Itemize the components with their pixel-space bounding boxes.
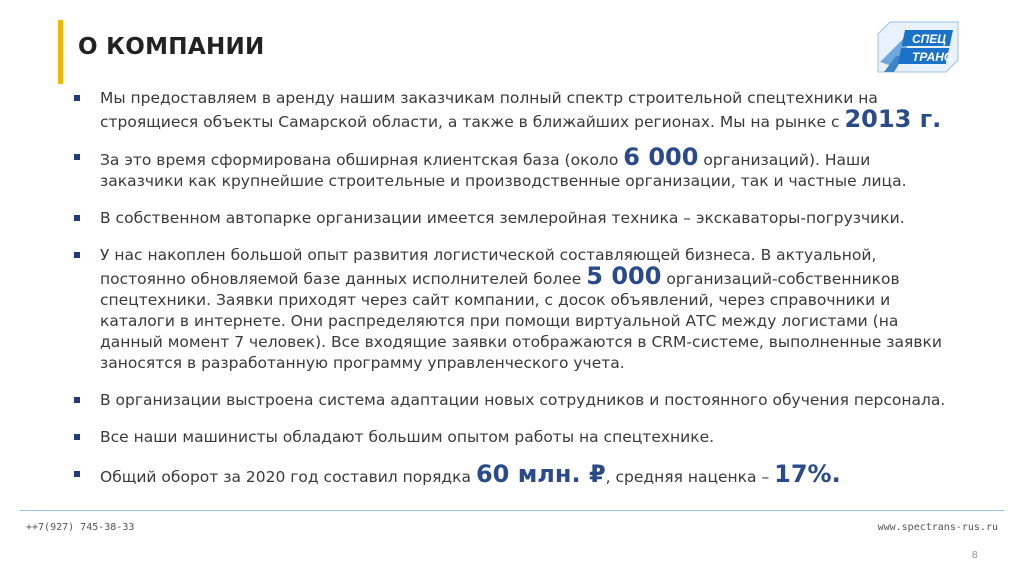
highlight-year: 2013 г. xyxy=(844,105,942,133)
logo-text-top: СПЕЦ xyxy=(912,32,947,46)
bullet-item xyxy=(70,245,950,374)
bullet-marker xyxy=(74,397,80,403)
footer-phone: ++7(927) 745-38-33 xyxy=(26,522,135,533)
highlight-turnover: 60 млн. ₽ xyxy=(475,460,606,488)
bullet-list xyxy=(70,88,950,488)
page-title: О КОМПАНИИ xyxy=(78,34,265,60)
bullet-item xyxy=(70,143,950,192)
bullet-item xyxy=(70,208,950,229)
highlight-partners: 5 000 xyxy=(586,262,662,290)
bullet-item xyxy=(70,427,950,448)
bullet-text: организаций-собственников спецтехники. Заявки приходят через сайт компании, с досок объявлений, через справочники и каталоги в интернете. Они распределяются при помощи виртуальной АТС между логистами (на данный момент 7 человек). Все входящие заявки отображаются в CRM-системе, выполненные заявки заносятся в разработанную программу управленческого учета. xyxy=(100,270,942,372)
title-accent-bar xyxy=(58,20,63,84)
footer-divider xyxy=(20,510,1004,511)
bullet-text: организаций). Наши заказчики как крупнейшие строительные и производственные организации, так и частные лица. xyxy=(100,151,907,190)
bullet-text: , средняя наценка – xyxy=(605,468,775,486)
bullet-text: Общий оборот за 2020 год составил порядка xyxy=(100,468,476,486)
bullet-marker xyxy=(74,215,80,221)
bullet-marker xyxy=(74,471,80,477)
company-logo xyxy=(874,16,960,82)
highlight-clients: 6 000 xyxy=(623,143,699,171)
bullet-item xyxy=(70,460,950,488)
logo-text-bottom: ТРАНС xyxy=(912,50,953,64)
bullet-text: У нас накоплен большой опыт развития логистической составляющей бизнеса. В актуальной, постоянно обновляемой базе данных исполнителей более xyxy=(100,246,877,288)
bullet-text: Мы предоставляем в аренду нашим заказчикам полный спектр строительной спецтехники на строящиеся объекты Самарской области, а также в ближайших регионах. Мы на рынке с xyxy=(100,89,878,131)
bullet-item xyxy=(70,88,950,133)
bullet-text: Все наши машинисты обладают большим опытом работы на спецтехнике. xyxy=(100,428,715,446)
page-number: 8 xyxy=(971,550,978,561)
highlight-margin: 17%. xyxy=(774,460,841,488)
footer-website: www.spectrans-rus.ru xyxy=(877,522,998,533)
bullet-marker xyxy=(74,154,80,160)
bullet-marker xyxy=(74,252,80,258)
bullet-item xyxy=(70,390,950,411)
bullet-marker xyxy=(74,434,80,440)
bullet-text: За это время сформирована обширная клиентская база (около xyxy=(100,151,624,169)
bullet-text: В собственном автопарке организации имеется землеройная техника – экскаваторы-погрузчики. xyxy=(100,209,905,227)
bullet-marker xyxy=(74,95,80,101)
bullet-text: В организации выстроена система адаптации новых сотрудников и постоянного обучения персонала. xyxy=(100,391,946,409)
